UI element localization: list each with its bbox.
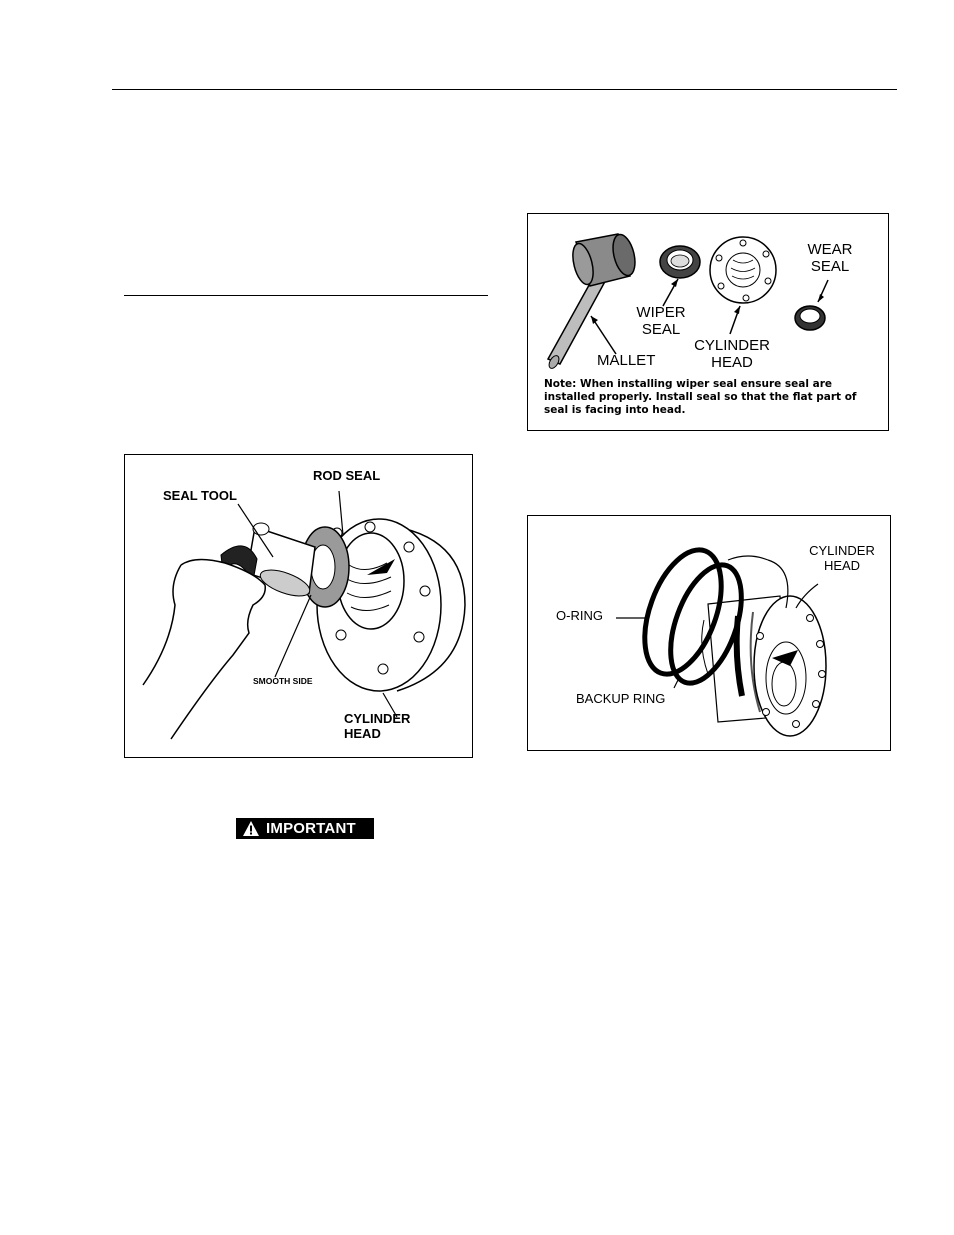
mallet-drawing [547,232,639,370]
header-rule [112,89,897,90]
figure-rod-seal-install [124,454,473,758]
cylinder-head-label: CYLINDER HEAD [344,711,411,741]
important-badge [236,818,374,839]
wear-seal-label: WEAR SEAL [807,241,853,276]
important-label: IMPORTANT [266,820,356,837]
cylinder-head-drawing [702,596,826,736]
section-rule [124,295,488,296]
smooth-side-label: SMOOTH SIDE [253,676,313,686]
figure-wiper-seal-install [527,213,889,431]
wiper-seal-drawing [660,246,700,278]
mallet-label: MALLET [597,352,656,369]
wear-seal-drawing [795,306,825,330]
warning-icon [242,820,260,837]
wiper-seal-label: WIPER SEAL [636,304,686,339]
cylinder-head-label: CYLINDER HEAD [694,337,770,372]
hand-drawing [143,559,265,739]
cylinder-head-label: CYLINDER HEAD [809,543,875,573]
seal-tool-label: SEAL TOOL [163,488,237,503]
wiper-seal-note: Note: When installing wiper seal ensure seal are installed properly. Install seal so that the flat part of seal is facing into head. [544,378,857,416]
figure-o-ring-install [527,515,891,751]
cylinder-head-drawing [710,237,776,303]
o-ring-label: O-RING [556,608,603,623]
rod-seal-label: ROD SEAL [313,468,381,483]
backup-ring-label: BACKUP RING [576,691,666,706]
